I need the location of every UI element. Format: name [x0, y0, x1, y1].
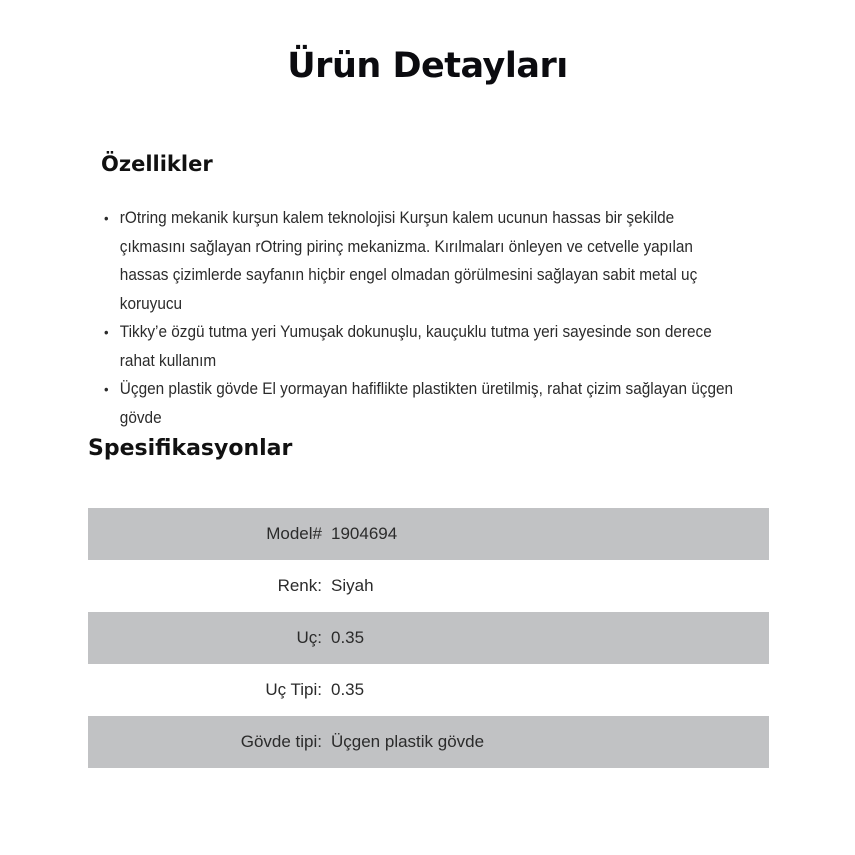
- feature-item: [104, 318, 736, 375]
- spec-row-color: [88, 560, 769, 612]
- feature-item: [104, 375, 736, 432]
- specs-heading: Spesifikasyonlar: [88, 436, 293, 461]
- spec-label: Gövde tipi:: [240, 732, 322, 751]
- feature-item: [104, 204, 736, 318]
- spec-table: [88, 508, 769, 768]
- spec-row-model: [88, 508, 769, 560]
- bullet-icon: •: [104, 324, 109, 340]
- feature-text: Tikky’e özgü tutma yeri Yumuşak dokunuşlu, kauçuklu tutma yeri sayesinde son derece rahat kullanım: [119, 323, 712, 370]
- spec-value: 1904694: [331, 524, 398, 543]
- features-list: [104, 204, 736, 432]
- spec-label: Model#: [266, 524, 322, 543]
- spec-label: Uç Tipi:: [265, 680, 322, 699]
- feature-text: rOtring mekanik kurşun kalem teknolojisi Kurşun kalem ucunun hassas bir şekilde çıkmasını sağlayan rOtring pirinç mekanizma. Kırılmaları önleyen ve cetvelle yapılan hassas çizimlerde sayfanın hiçbir engel olmadan görülmesini sağlayan sabit metal uç koruyucu: [119, 209, 698, 313]
- bullet-icon: •: [104, 381, 109, 397]
- spec-row-tip-type: [88, 664, 769, 716]
- spec-value: Üçgen plastik gövde: [331, 732, 485, 751]
- feature-text: Üçgen plastik gövde El yormayan hafiflikte plastikten üretilmiş, rahat çizim sağlayan üçgen gövde: [119, 380, 734, 427]
- features-heading: Özellikler: [101, 152, 213, 176]
- spec-value: 0.35: [331, 628, 365, 647]
- spec-label: Uç:: [296, 628, 322, 647]
- page-title: Ürün Detayları: [287, 46, 568, 86]
- bullet-icon: •: [104, 210, 109, 226]
- spec-row-body-type: [88, 716, 769, 768]
- spec-row-tip: [88, 612, 769, 664]
- spec-label: Renk:: [277, 576, 322, 595]
- spec-value: Siyah: [331, 576, 374, 595]
- spec-value: 0.35: [331, 680, 365, 699]
